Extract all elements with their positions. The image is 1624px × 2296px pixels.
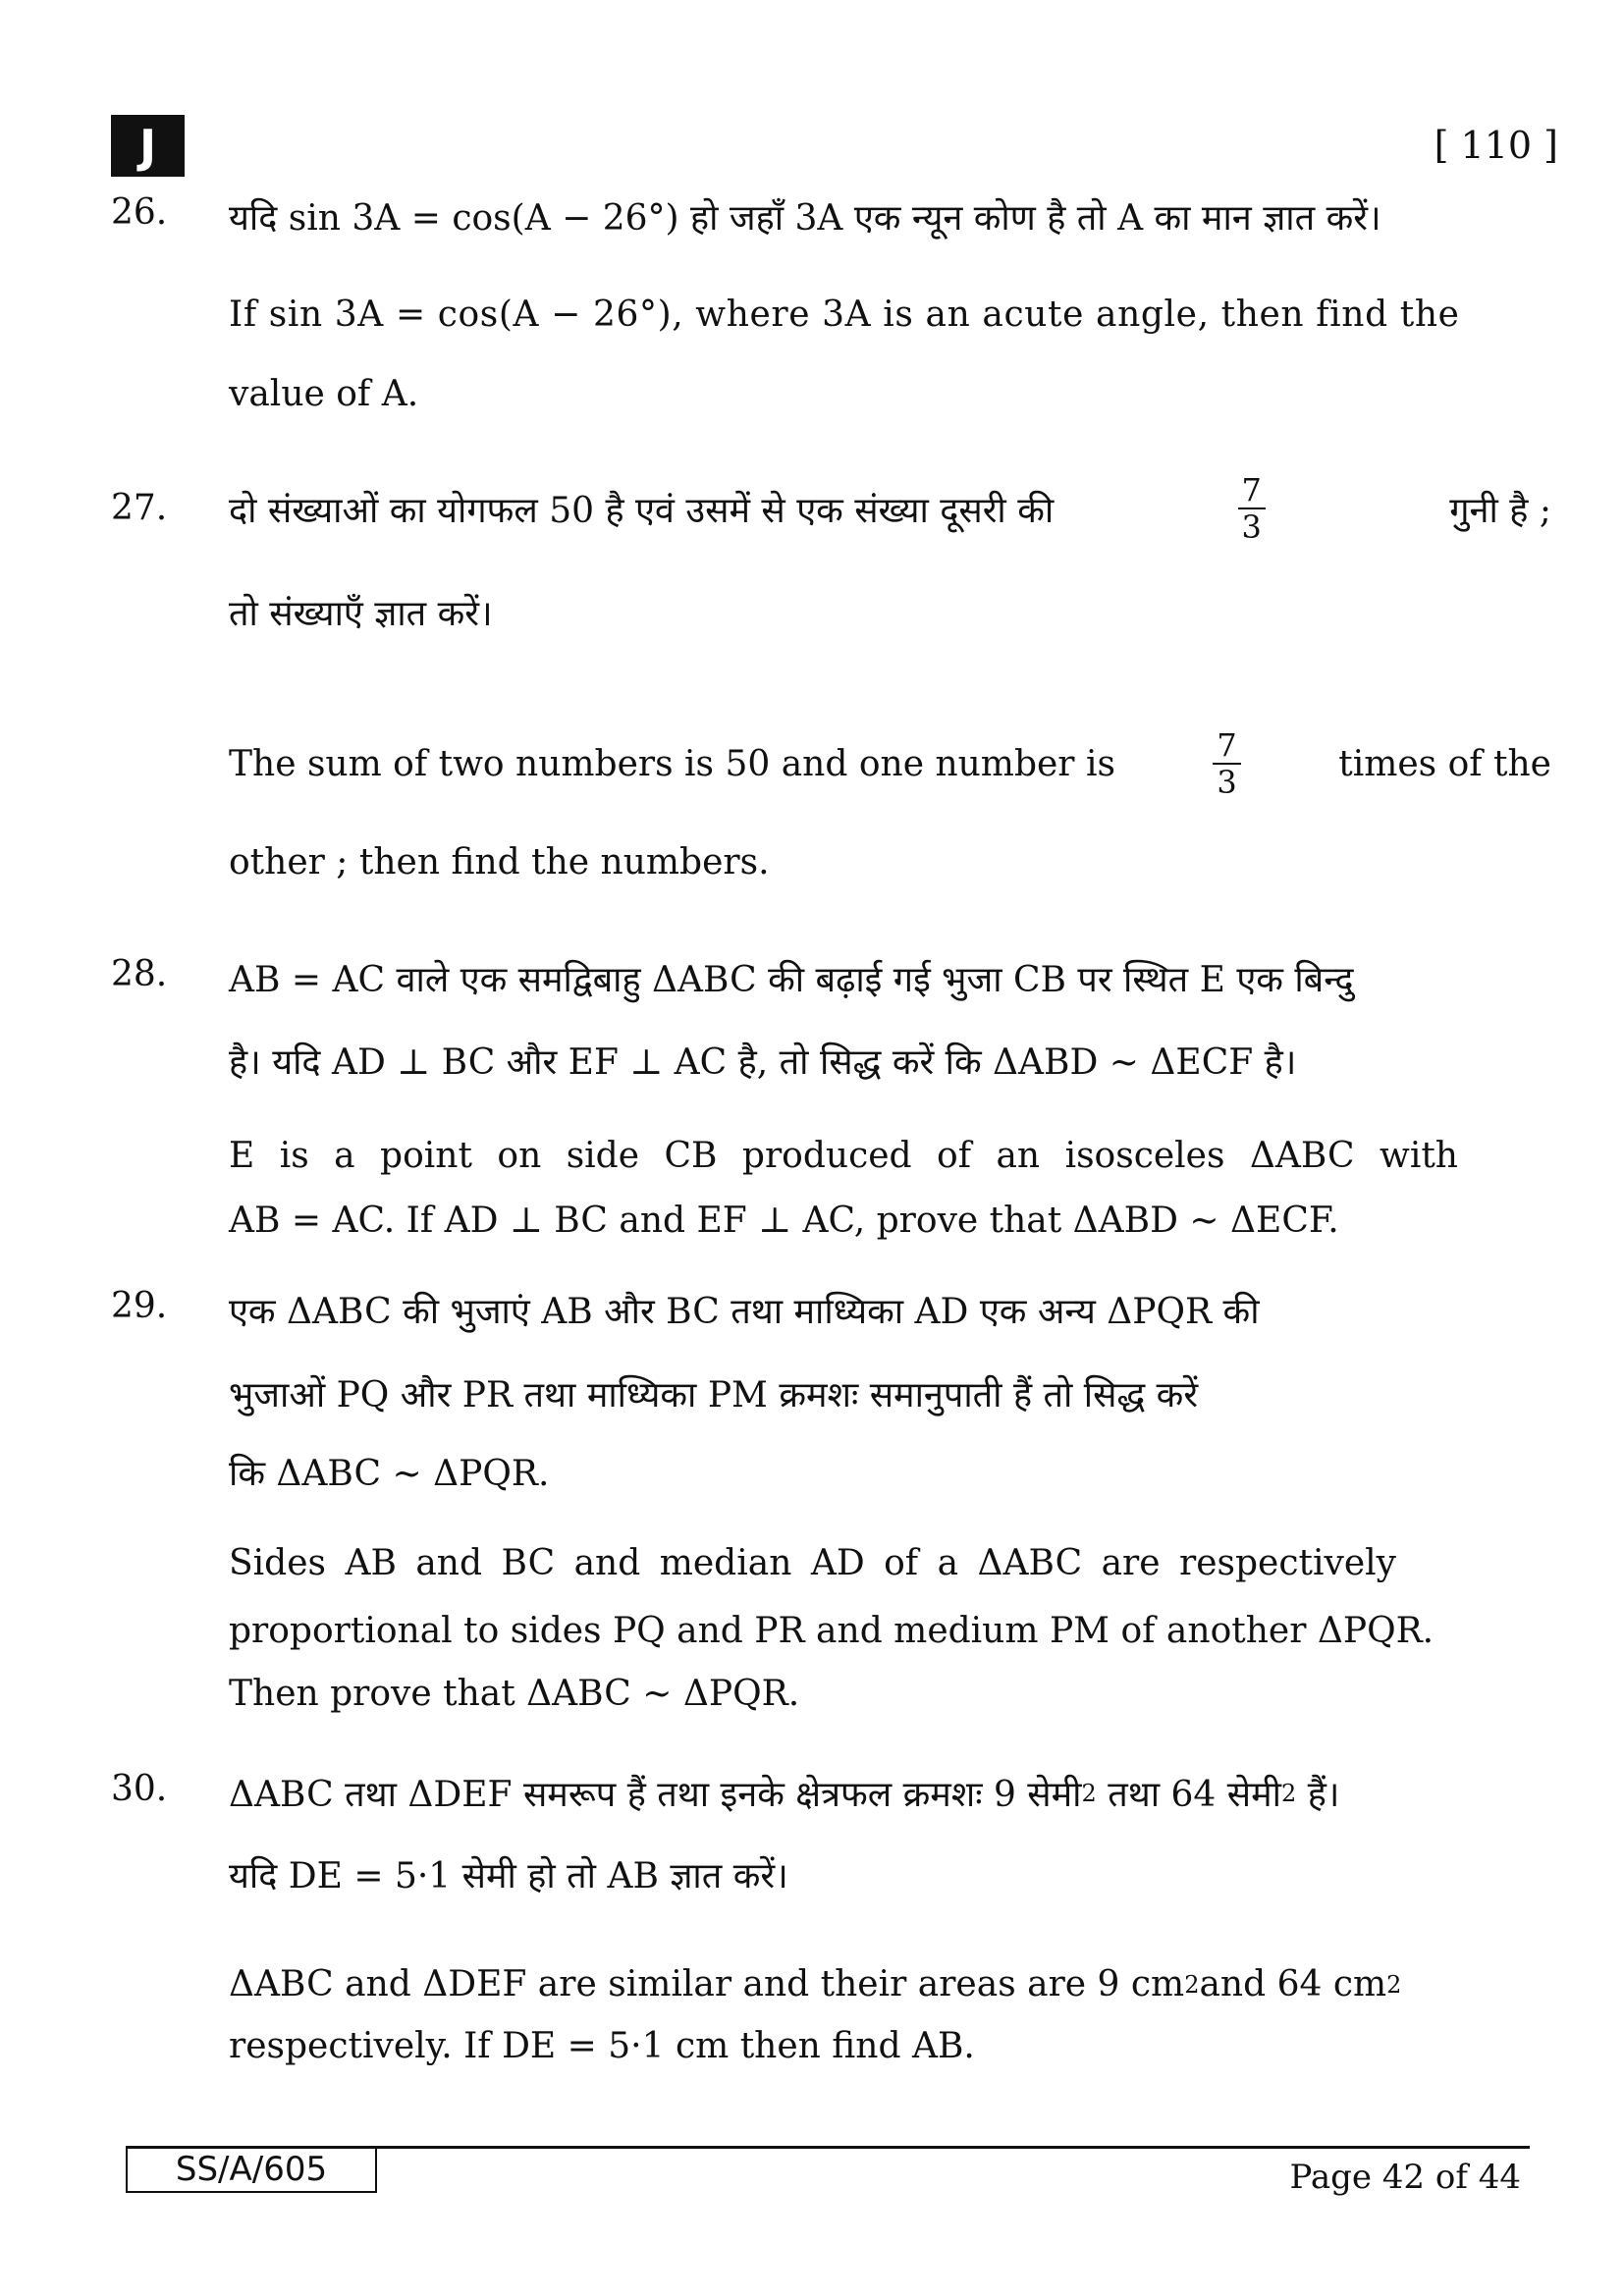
- paper-code: SS/A/605: [126, 2148, 377, 2193]
- q29-english-line-1: Sides AB and BC and median AD of a ΔABC are respectively: [229, 1543, 1396, 1583]
- q30-english-line-2: respectively. If DE = 5·1 cm then find AB.: [229, 2026, 975, 2066]
- q29-hindi-line-3: कि ΔABC ~ ΔPQR.: [229, 1454, 550, 1494]
- q29-hindi-line-1: एक ΔABC की भुजाएं AB और BC तथा माध्यिका AD एक अन्य ΔPQR की: [229, 1292, 1260, 1332]
- question-number-30: 30.: [111, 1769, 168, 1809]
- q27-english-text: The sum of two numbers is 50 and one number is: [229, 743, 1115, 784]
- superscript: 2: [1081, 1779, 1097, 1807]
- q27-hindi-text-end: गुनी है ;: [1449, 490, 1551, 531]
- set-code-badge: J: [111, 115, 185, 177]
- fraction-numerator: 7: [1238, 474, 1266, 509]
- q30-english-text: ΔABC and ΔDEF are similar and their areas are 9 cm: [229, 1964, 1185, 2004]
- q30-hindi-text: हैं।: [1296, 1775, 1340, 1815]
- q28-hindi-line-2: है। यदि AD ⊥ BC और EF ⊥ AC है, तो सिद्ध करें कि ΔABD ~ ΔECF है।: [229, 1042, 1297, 1083]
- q29-hindi-line-2: भुजाओं PQ और PR तथा माध्यिका PM क्रमशः समानुपाती हैं तो सिद्ध करें: [229, 1375, 1199, 1415]
- superscript: 2: [1386, 1970, 1402, 1999]
- fraction-denominator: 3: [1241, 508, 1262, 546]
- page-marker: [ 110 ]: [1434, 124, 1558, 167]
- question-number-29: 29.: [111, 1286, 168, 1326]
- q30-english-line-1: [229, 1964, 1551, 2004]
- superscript: 2: [1184, 1970, 1200, 1999]
- q30-hindi-line-1: [229, 1769, 1551, 1817]
- q29-english-line-2: proportional to sides PQ and PR and medium PM of another ΔPQR.: [229, 1611, 1435, 1651]
- fraction-numerator: 7: [1213, 729, 1240, 765]
- superscript: 2: [1280, 1779, 1297, 1807]
- question-number-28: 28.: [111, 954, 168, 994]
- fraction-seven-thirds: [1213, 726, 1240, 801]
- q28-english-line-1: E is a point on side CB produced of an isosceles ΔABC with: [229, 1136, 1458, 1176]
- q27-hindi-text: दो संख्याओं का योगफल 50 है एवं उसमें से एक संख्या दूसरी की: [229, 490, 1055, 531]
- q26-english-line-2: value of A.: [229, 374, 419, 414]
- fraction-seven-thirds: [1238, 471, 1266, 546]
- q27-english-line-1: [229, 724, 1551, 803]
- q27-english-line-2: other ; then find the numbers.: [229, 842, 770, 882]
- q27-hindi-line-1: [229, 469, 1551, 548]
- question-number-27: 27.: [111, 488, 168, 528]
- q27-english-text-end: times of the: [1338, 743, 1551, 784]
- fraction-denominator: 3: [1217, 764, 1237, 801]
- q28-english-line-2: AB = AC. If AD ⊥ BC and EF ⊥ AC, prove that ΔABD ~ ΔECF.: [229, 1201, 1339, 1241]
- q30-hindi-text: तथा 64 सेमी: [1096, 1775, 1281, 1815]
- q28-hindi-line-1: AB = AC वाले एक समद्विबाहु ΔABC की बढ़ाई गई भुजा CB पर स्थित E एक बिन्दु: [229, 960, 1354, 1000]
- q26-hindi-line: यदि sin 3A = cos(A − 26°) हो जहाँ 3A एक न्यून कोण है तो A का मान ज्ञात करें।: [229, 198, 1381, 239]
- q27-hindi-line-2: तो संख्याएँ ज्ञात करें।: [229, 594, 493, 634]
- q30-hindi-text: ΔABC तथा ΔDEF समरूप हैं तथा इनके क्षेत्रफल क्रमशः 9 सेमी: [229, 1775, 1082, 1815]
- q30-hindi-line-2: यदि DE = 5·1 सेमी हो तो AB ज्ञात करें।: [229, 1856, 788, 1896]
- q26-english-line-1: If sin 3A = cos(A − 26°), where 3A is an acute angle, then find the: [229, 294, 1460, 335]
- q29-english-line-3: Then prove that ΔABC ~ ΔPQR.: [229, 1674, 800, 1714]
- page-number: Page 42 of 44: [1289, 2158, 1521, 2197]
- q30-english-text: and 64 cm: [1199, 1964, 1387, 2004]
- question-number-26: 26.: [111, 192, 168, 233]
